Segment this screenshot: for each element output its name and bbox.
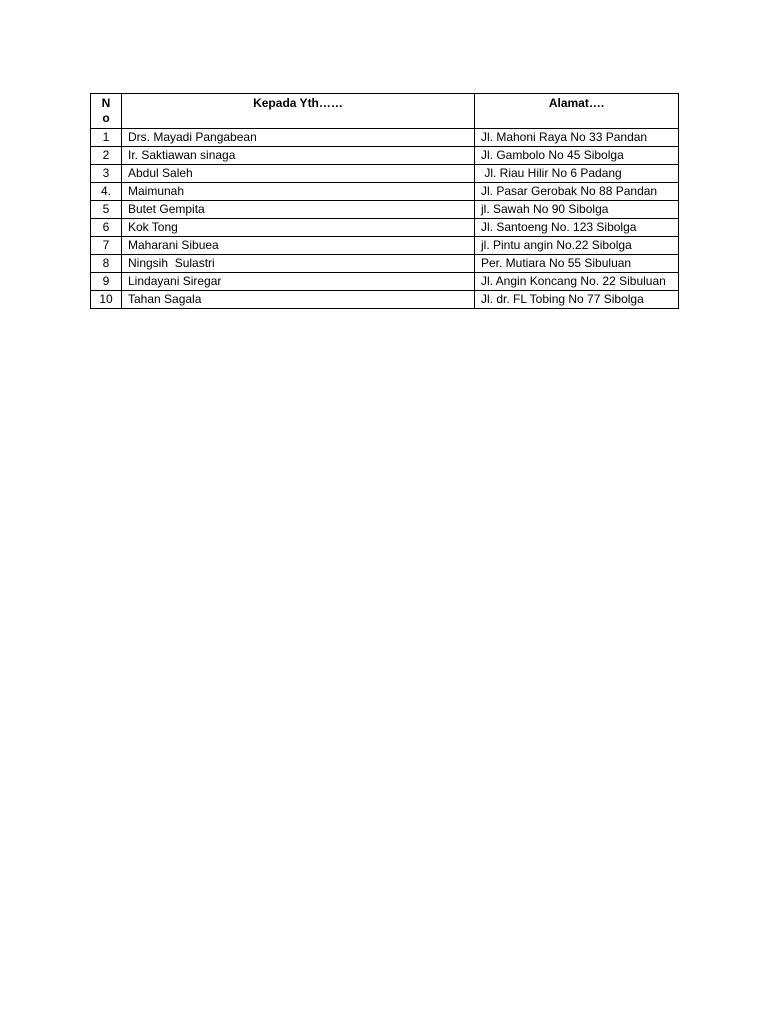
recipient-address: Jl. Angin Koncang No. 22 Sibuluan bbox=[475, 273, 679, 291]
row-number: 9 bbox=[91, 273, 122, 291]
recipient-name: Maimunah bbox=[122, 183, 475, 201]
recipient-address: jl. Pintu angin No.22 Sibolga bbox=[475, 237, 679, 255]
recipient-address: Jl. Santoeng No. 123 Sibolga bbox=[475, 219, 679, 237]
row-number: 7 bbox=[91, 237, 122, 255]
recipient-address: Jl. Gambolo No 45 Sibolga bbox=[475, 147, 679, 165]
table-row bbox=[91, 165, 679, 183]
recipient-name: Kok Tong bbox=[122, 219, 475, 237]
recipient-name: Lindayani Siregar bbox=[122, 273, 475, 291]
table-row bbox=[91, 219, 679, 237]
row-number: 1 bbox=[91, 129, 122, 147]
table-row bbox=[91, 201, 679, 219]
table-row bbox=[91, 291, 679, 309]
header-recipient: Kepada Yth…… bbox=[122, 94, 475, 129]
table-row bbox=[91, 147, 679, 165]
table-row bbox=[91, 273, 679, 291]
recipient-address: Jl. Pasar Gerobak No 88 Pandan bbox=[475, 183, 679, 201]
recipient-address: Jl. Riau Hilir No 6 Padang bbox=[475, 165, 679, 183]
recipient-address: jl. Sawah No 90 Sibolga bbox=[475, 201, 679, 219]
row-number: 10 bbox=[91, 291, 122, 309]
header-no: No bbox=[91, 94, 122, 129]
recipient-address: Jl. dr. FL Tobing No 77 Sibolga bbox=[475, 291, 679, 309]
row-number: 2 bbox=[91, 147, 122, 165]
table-header bbox=[91, 94, 679, 129]
row-number: 8 bbox=[91, 255, 122, 273]
table-row bbox=[91, 129, 679, 147]
table-row bbox=[91, 183, 679, 201]
table-body bbox=[91, 129, 679, 309]
recipient-name: Butet Gempita bbox=[122, 201, 475, 219]
recipient-name: Tahan Sagala bbox=[122, 291, 475, 309]
recipient-name: Ningsih Sulastri bbox=[122, 255, 475, 273]
header-address: Alamat…. bbox=[475, 94, 679, 129]
recipient-name: Maharani Sibuea bbox=[122, 237, 475, 255]
row-number: 5 bbox=[91, 201, 122, 219]
row-number: 4. bbox=[91, 183, 122, 201]
table-row bbox=[91, 255, 679, 273]
header-row bbox=[91, 94, 679, 129]
recipient-address: Per. Mutiara No 55 Sibuluan bbox=[475, 255, 679, 273]
row-number: 3 bbox=[91, 165, 122, 183]
recipient-name: Abdul Saleh bbox=[122, 165, 475, 183]
recipient-name: Ir. Saktiawan sinaga bbox=[122, 147, 475, 165]
recipient-address: Jl. Mahoni Raya No 33 Pandan bbox=[475, 129, 679, 147]
row-number: 6 bbox=[91, 219, 122, 237]
recipient-name: Drs. Mayadi Pangabean bbox=[122, 129, 475, 147]
table-row bbox=[91, 237, 679, 255]
recipient-address-table bbox=[90, 93, 679, 309]
